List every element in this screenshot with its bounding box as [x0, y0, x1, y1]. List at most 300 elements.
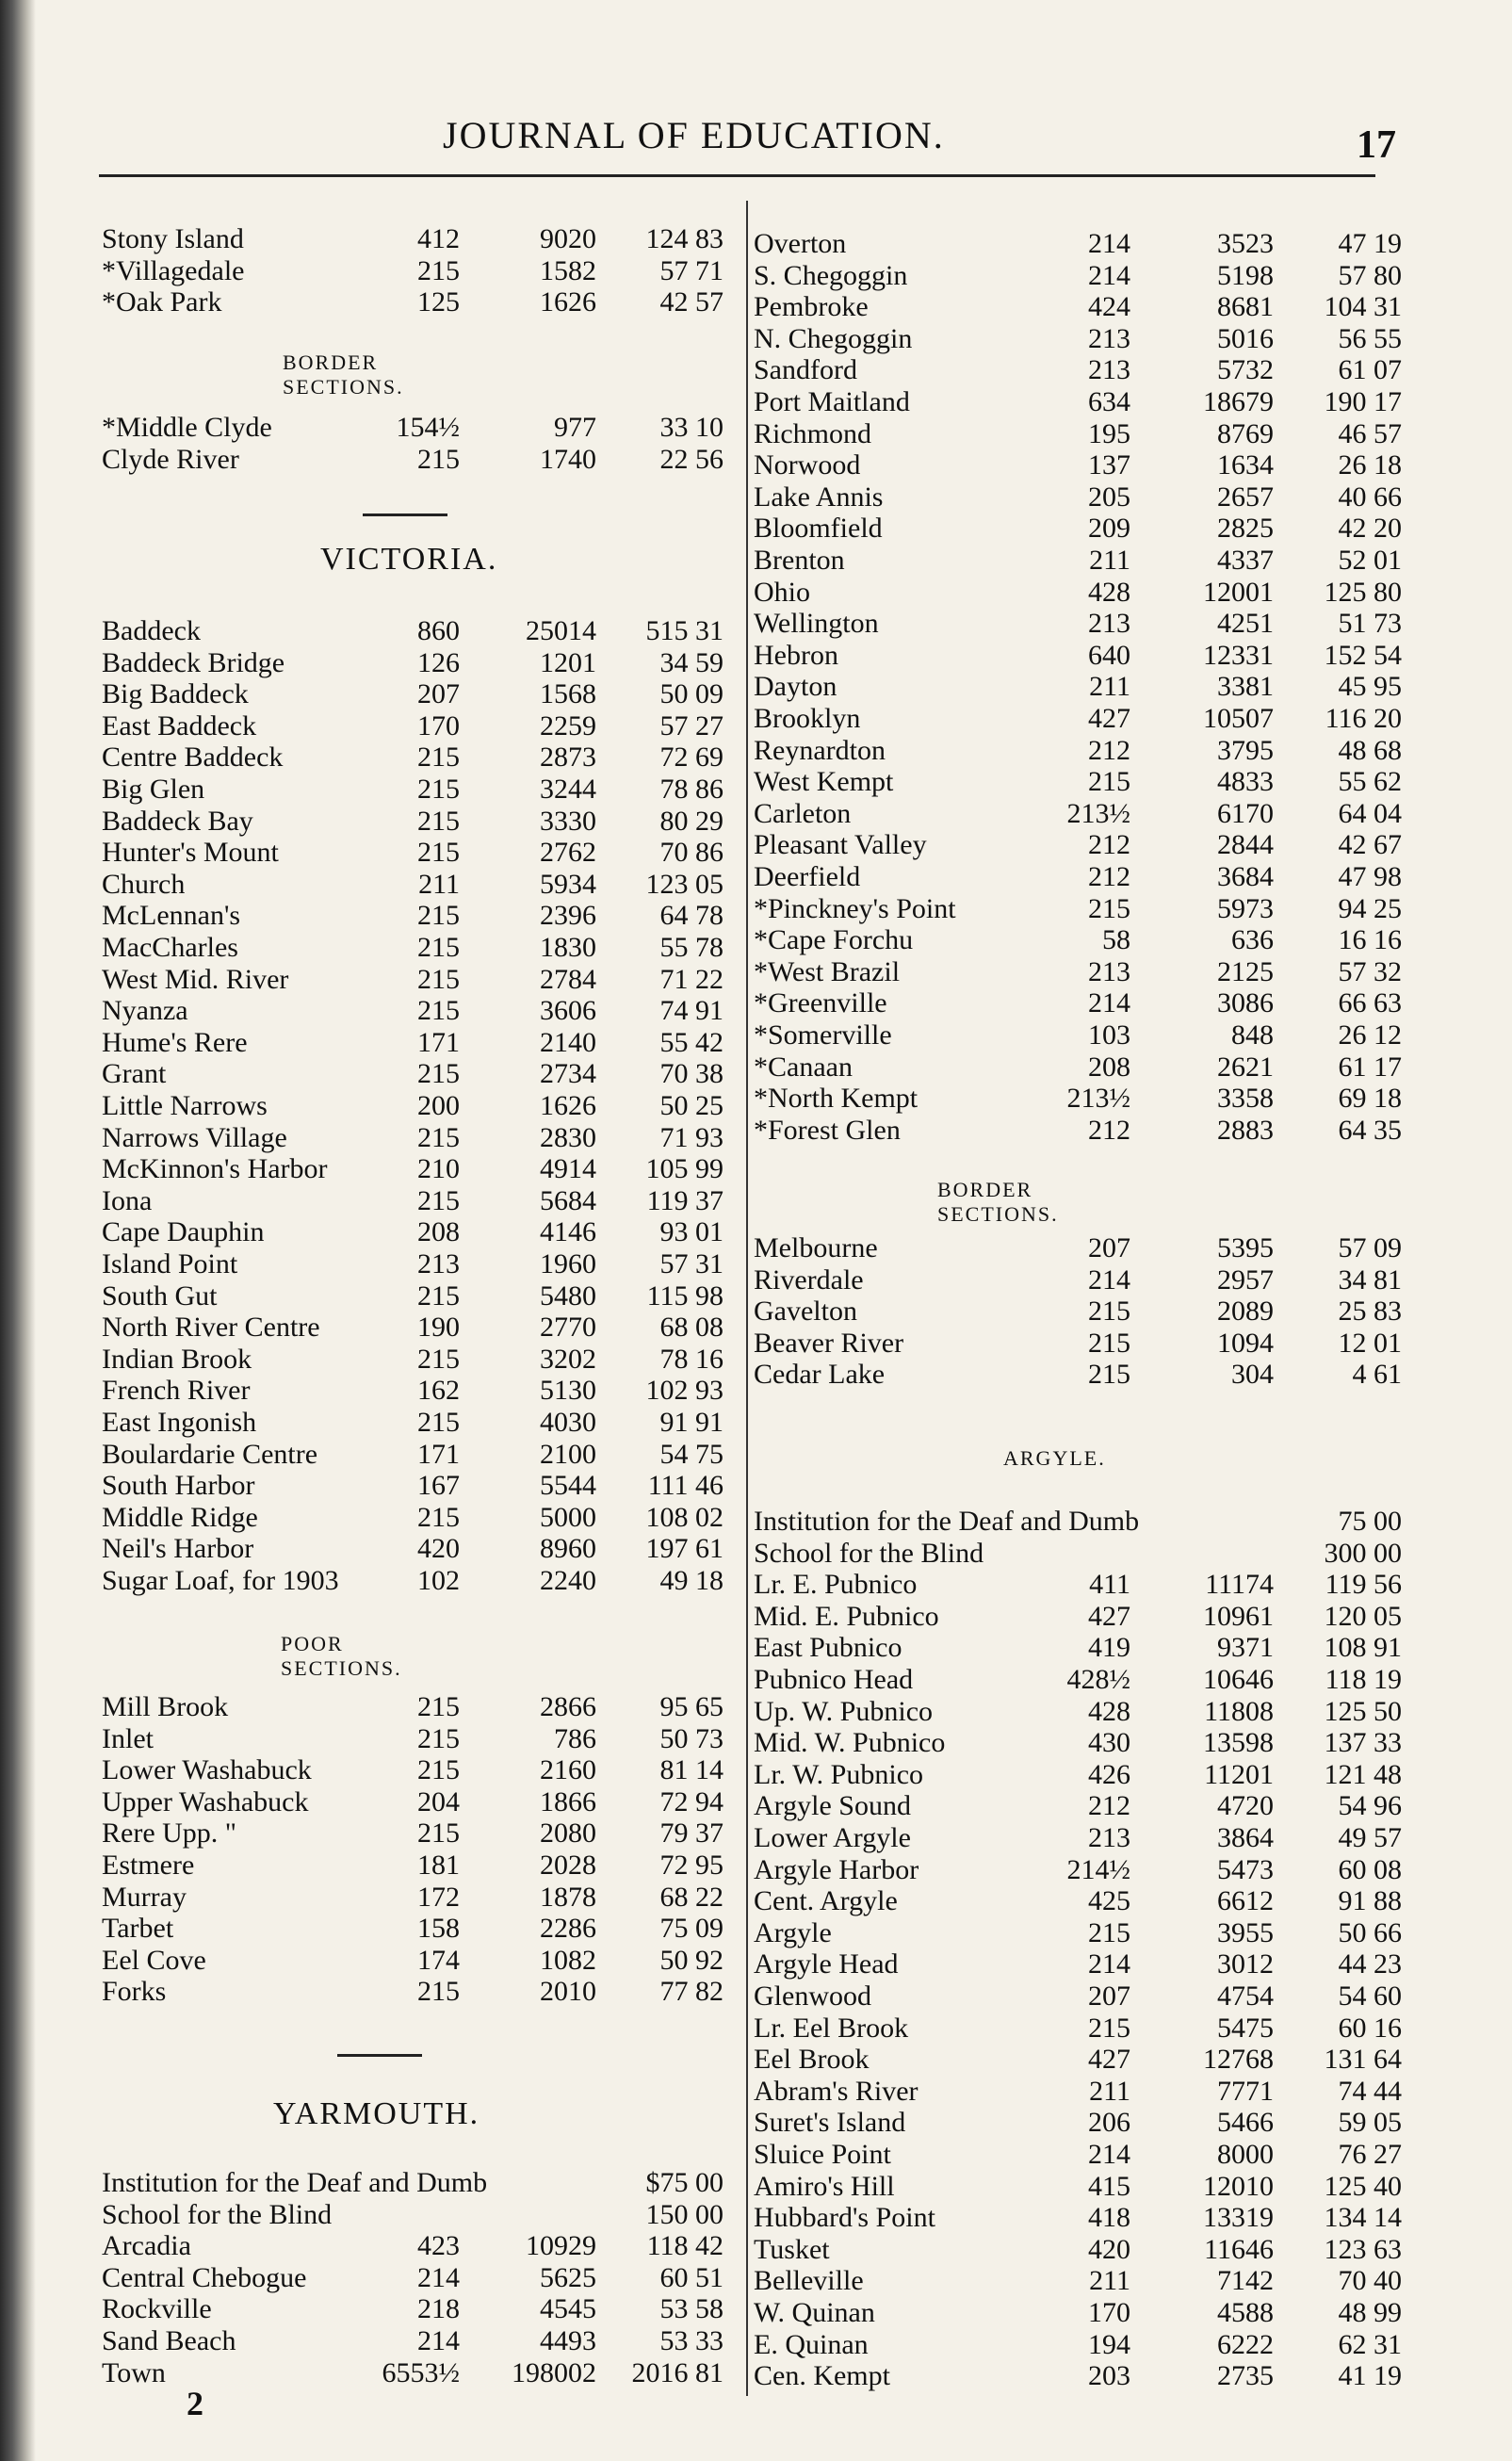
days-taught: 102: [417, 1565, 460, 1596]
days-taught: 215: [417, 443, 460, 475]
grant-amount: 118 42: [646, 2230, 723, 2262]
place-name: Inlet: [102, 1722, 154, 1754]
days-taught: 215: [417, 963, 460, 995]
table-row: [754, 735, 1402, 766]
grant-amount: 79 37: [659, 1817, 723, 1850]
days-taught: 215: [417, 1754, 460, 1786]
table-row: [102, 223, 723, 254]
grant-amount: 80 29: [659, 805, 723, 837]
place-name: Lr. Eel Brook: [754, 2012, 909, 2044]
grant-amount: 26 12: [1338, 1019, 1402, 1051]
days-taught: 215: [1088, 1916, 1130, 1948]
grand-total-days: 2259: [540, 709, 596, 742]
grand-total-days: 1626: [540, 286, 596, 318]
grand-total-days: 5973: [1217, 892, 1274, 924]
place-name: *Canaan: [754, 1051, 853, 1083]
place-name: McKinnon's Harbor: [102, 1153, 328, 1185]
table-row: [754, 386, 1402, 417]
place-name: Mill Brook: [102, 1691, 229, 1722]
days-taught: 212: [1088, 829, 1130, 861]
grant-amount: 116 20: [1325, 703, 1402, 734]
place-name: Tarbet: [102, 1913, 174, 1945]
days-taught: 125: [417, 286, 460, 318]
grand-total-days: 848: [1231, 1019, 1274, 1051]
days-taught: 211: [1089, 545, 1130, 576]
grant-amount: 115 98: [646, 1279, 723, 1312]
place-name: Nyanza: [102, 995, 188, 1027]
grant-amount: 40 66: [1338, 481, 1402, 513]
grant-amount: 72 69: [659, 742, 723, 774]
days-taught: 213½: [1066, 797, 1130, 829]
grant-amount: 44 23: [1338, 1948, 1402, 1980]
grand-total-days: 11174: [1205, 1569, 1274, 1601]
grand-total-days: 4030: [540, 1407, 596, 1438]
grant-amount: 197 61: [645, 1533, 723, 1565]
grand-total-days: 1634: [1217, 449, 1274, 481]
grand-total-days: 11646: [1204, 2233, 1274, 2265]
table-row: [102, 964, 723, 995]
place-name: Sluice Point: [754, 2139, 891, 2170]
grand-total-days: 2396: [540, 900, 596, 932]
grand-total-days: 1568: [540, 678, 596, 710]
grand-total-days: 12768: [1203, 2044, 1274, 2076]
grand-total-days: 11201: [1204, 1758, 1274, 1790]
grant-amount: 105 99: [645, 1153, 723, 1185]
place-name: Cape Dauphin: [102, 1216, 265, 1248]
days-taught: 215: [417, 932, 460, 963]
days-taught: 171: [417, 1026, 460, 1058]
page-title: JOURNAL OF EDUCATION.: [443, 114, 945, 156]
days-taught: 424: [1088, 291, 1130, 323]
table-row: [102, 1216, 723, 1247]
table-row: [754, 703, 1402, 734]
grand-total-days: 2080: [540, 1817, 596, 1850]
days-taught: 423: [417, 2230, 460, 2262]
place-name: MacCharles: [102, 932, 238, 963]
days-taught: 209: [1088, 513, 1130, 545]
days-taught: 215: [417, 1722, 460, 1754]
days-taught: 215: [1088, 2012, 1130, 2044]
days-taught: 420: [417, 1533, 460, 1565]
place-name: Lower Washabuck: [102, 1754, 312, 1786]
place-name: Boulardarie Centre: [102, 1438, 318, 1470]
table-row: [754, 766, 1402, 797]
table-row: [102, 412, 723, 443]
table-row: [754, 2139, 1402, 2170]
table-row: [102, 1817, 723, 1849]
grand-total-days: 5732: [1217, 354, 1274, 386]
days-taught: 218: [417, 2293, 460, 2325]
grand-total-days: 3864: [1217, 1822, 1274, 1853]
days-taught: 211: [418, 868, 460, 900]
grant-amount: 26 18: [1338, 449, 1402, 481]
table-row: [102, 900, 723, 931]
place-name: Indian Brook: [102, 1343, 252, 1375]
place-name: Cen. Kempt: [754, 2360, 890, 2392]
table-row: [102, 1913, 723, 1944]
table-row: [754, 2329, 1402, 2360]
days-taught: 427: [1088, 1600, 1130, 1632]
place-name: Eel Cove: [102, 1944, 206, 1976]
days-taught: 214: [1088, 1263, 1130, 1296]
table-row: [102, 774, 723, 805]
place-name: West Mid. River: [102, 963, 289, 995]
table-row: [102, 1691, 723, 1722]
table-row: [754, 291, 1402, 322]
grant-amount: 95 65: [659, 1691, 723, 1722]
grand-total-days: 6170: [1217, 797, 1274, 829]
days-taught: 195: [1088, 417, 1130, 449]
place-name: Argyle Head: [754, 1948, 899, 1980]
days-taught: 640: [1088, 639, 1130, 671]
grand-total-days: 2657: [1217, 481, 1274, 513]
days-taught: 412: [417, 223, 460, 254]
table-row: [102, 1439, 723, 1470]
table-row: [754, 545, 1402, 576]
place-name: Mid. W. Pubnico: [754, 1727, 946, 1759]
grant-amount: 108 91: [1324, 1632, 1402, 1664]
days-taught: 430: [1088, 1727, 1130, 1759]
grant-amount: 57 31: [659, 1248, 723, 1279]
grand-total-days: 6612: [1217, 1885, 1274, 1917]
place-name: School for the Blind: [754, 1537, 984, 1569]
days-taught: 204: [417, 1785, 460, 1817]
grand-total-days: 786: [554, 1722, 596, 1754]
grant-amount: 70 38: [659, 1058, 723, 1090]
place-name: Deerfield: [754, 861, 861, 892]
grand-total-days: 3381: [1217, 671, 1274, 703]
place-name: Rockville: [102, 2293, 212, 2325]
grand-total-days: 9020: [540, 223, 596, 254]
place-name: Pubnico Head: [754, 1664, 914, 1695]
grant-amount: 72 94: [659, 1785, 723, 1817]
place-name: Stony Island: [102, 223, 244, 254]
grand-total-days: 5480: [540, 1279, 596, 1312]
grant-amount: 93 01: [659, 1216, 723, 1248]
table-row: [102, 995, 723, 1026]
grant-amount: 64 04: [1338, 797, 1402, 829]
place-name: W. Quinan: [754, 2297, 875, 2328]
table-row: [754, 1854, 1402, 1885]
days-taught: 211: [1089, 2265, 1130, 2297]
argyle-heading: ARGYLE.: [1003, 1446, 1106, 1470]
grand-total-days: 12001: [1203, 576, 1274, 608]
place-name: Central Chebogue: [102, 2261, 307, 2293]
place-name: Cent. Argyle: [754, 1885, 898, 1917]
place-name: Brooklyn: [754, 703, 861, 734]
days-taught: 6553½: [382, 2356, 460, 2388]
days-taught: 214: [1088, 259, 1130, 291]
days-taught: 215: [1088, 1296, 1130, 1328]
header-rule: [99, 174, 1375, 177]
table-row: [754, 1790, 1402, 1821]
days-taught: 210: [417, 1153, 460, 1185]
table-row: [102, 1375, 723, 1406]
grant-amount: 125 50: [1324, 1695, 1402, 1727]
days-taught: 190: [417, 1312, 460, 1344]
days-taught: 418: [1088, 2202, 1130, 2234]
grant-amount: 46 57: [1338, 417, 1402, 449]
grand-total-days: 13598: [1203, 1727, 1274, 1759]
days-taught: 215: [417, 837, 460, 869]
table-row: [754, 1115, 1402, 1146]
place-name: Baddeck: [102, 615, 201, 646]
place-name: Melbourne: [754, 1232, 878, 1263]
table-row: [754, 1296, 1402, 1327]
place-name: Lake Annis: [754, 481, 884, 513]
grand-total-days: 2873: [540, 742, 596, 774]
grant-amount: 57 32: [1338, 955, 1402, 987]
grant-amount: 22 56: [659, 443, 723, 475]
grant-amount: 119 37: [646, 1184, 723, 1216]
days-taught: 207: [1088, 1232, 1130, 1263]
section-rule: [337, 2054, 422, 2057]
place-name: Baddeck Bay: [102, 805, 253, 837]
grant-amount: 515 31: [645, 615, 723, 646]
table-row: [754, 608, 1402, 639]
grand-total-days: 4493: [540, 2325, 596, 2356]
grant-amount: 61 07: [1338, 354, 1402, 386]
place-name: Richmond: [754, 417, 871, 449]
table-row: [102, 2325, 723, 2356]
days-taught: 206: [1088, 2107, 1130, 2139]
days-taught: 200: [417, 1090, 460, 1121]
grant-amount: 118 19: [1325, 1664, 1402, 1695]
grand-total-days: 8681: [1217, 291, 1274, 323]
table-row: [102, 1344, 723, 1375]
days-taught: 634: [1088, 386, 1130, 417]
days-taught: 194: [1088, 2328, 1130, 2360]
table-row: [754, 2171, 1402, 2202]
grand-total-days: 5395: [1217, 1232, 1274, 1263]
table-row: [754, 577, 1402, 608]
grant-amount: 108 02: [645, 1501, 723, 1533]
grant-amount: 50 25: [659, 1090, 723, 1121]
grant-amount: 94 25: [1338, 892, 1402, 924]
table-row: [754, 2360, 1402, 2391]
table-row: [754, 1980, 1402, 2012]
grand-total-days: 2825: [1217, 513, 1274, 545]
grant-amount: 121 48: [1324, 1758, 1402, 1790]
grant-amount: 64 35: [1338, 1114, 1402, 1146]
place-name: *Pinckney's Point: [754, 892, 956, 924]
days-taught: 425: [1088, 1885, 1130, 1917]
days-taught: 58: [1102, 924, 1130, 956]
table-row: [754, 1051, 1402, 1083]
table-row: [102, 2167, 723, 2198]
table-row: [102, 255, 723, 286]
grand-total-days: 1878: [540, 1881, 596, 1913]
grand-total-days: 5934: [540, 868, 596, 900]
table-row: [102, 1153, 723, 1184]
table-row: [754, 1664, 1402, 1695]
place-name: Upper Washabuck: [102, 1785, 309, 1817]
grant-amount: 52 01: [1338, 545, 1402, 576]
days-taught: 213½: [1066, 1083, 1130, 1115]
days-taught: 214: [1088, 228, 1130, 259]
grand-total-days: 3358: [1217, 1083, 1274, 1115]
days-taught: 207: [417, 678, 460, 710]
days-taught: 215: [417, 742, 460, 774]
grant-amount: $75 00: [645, 2167, 723, 2198]
place-name: Centre Baddeck: [102, 742, 284, 774]
grand-total-days: 5198: [1217, 259, 1274, 291]
place-name: West Kempt: [754, 766, 894, 798]
grant-amount: 190 17: [1324, 386, 1402, 417]
grant-amount: 120 05: [1324, 1600, 1402, 1632]
grand-total-days: 5473: [1217, 1853, 1274, 1885]
column-divider: [746, 201, 748, 2396]
grant-amount: 4 61: [1352, 1359, 1402, 1391]
table-row: [754, 1019, 1402, 1051]
table-row: [102, 1470, 723, 1501]
days-taught: 215: [417, 1184, 460, 1216]
place-name: Middle Ridge: [102, 1501, 258, 1533]
place-name: Riverdale: [754, 1263, 864, 1296]
grand-total-days: 4914: [540, 1153, 596, 1185]
days-taught: 215: [417, 1343, 460, 1375]
days-taught: 213: [1088, 955, 1130, 987]
place-name: Eel Brook: [754, 2044, 870, 2076]
grand-total-days: 3606: [540, 995, 596, 1027]
table-row: [102, 1502, 723, 1533]
grand-total-days: 4251: [1217, 608, 1274, 640]
place-name: Estmere: [102, 1850, 195, 1881]
place-name: Pembroke: [754, 291, 869, 323]
grant-amount: 42 67: [1338, 829, 1402, 861]
grand-total-days: 7771: [1217, 2075, 1274, 2107]
days-taught: 203: [1088, 2360, 1130, 2392]
place-name: Clyde River: [102, 443, 239, 475]
grand-total-days: 9371: [1217, 1632, 1274, 1664]
grant-amount: 78 16: [659, 1343, 723, 1375]
days-taught: 172: [417, 1881, 460, 1913]
grant-amount: 45 95: [1338, 671, 1402, 703]
grant-amount: 125 80: [1324, 576, 1402, 608]
grand-total-days: 7142: [1217, 2265, 1274, 2297]
table-row: [102, 1754, 723, 1785]
table-row: [754, 2297, 1402, 2328]
table-row: [102, 1565, 723, 1596]
table-row: [102, 1945, 723, 1976]
grant-amount: 76 27: [1338, 2139, 1402, 2170]
place-name: Bloomfield: [754, 513, 883, 545]
table-row: [102, 806, 723, 837]
days-taught: 103: [1088, 1019, 1130, 1051]
place-name: *Villagedale: [102, 254, 245, 286]
grand-total-days: 6222: [1217, 2328, 1274, 2360]
grant-amount: 68 08: [659, 1312, 723, 1344]
place-name: Port Maitland: [754, 386, 910, 417]
table-row: [102, 286, 723, 318]
table-row: [754, 513, 1402, 544]
table-row: [754, 1538, 1402, 1569]
grant-amount: 53 58: [659, 2293, 723, 2325]
table-row: [102, 1312, 723, 1343]
place-name: French River: [102, 1375, 251, 1407]
grand-total-days: 2762: [540, 837, 596, 869]
grant-amount: 66 63: [1338, 987, 1402, 1019]
days-taught: 215: [417, 1058, 460, 1090]
table-row: [754, 1328, 1402, 1359]
grant-amount: 53 33: [659, 2325, 723, 2356]
grand-total-days: 3244: [540, 774, 596, 805]
place-name: Lr. E. Pubnico: [754, 1569, 918, 1601]
table-row: [754, 956, 1402, 987]
table-row: [102, 1976, 723, 2007]
place-name: *Greenville: [754, 987, 887, 1019]
grand-total-days: 5130: [540, 1375, 596, 1407]
place-name: Arcadia: [102, 2230, 191, 2262]
place-name: Town: [102, 2356, 166, 2388]
table-row: [754, 893, 1402, 924]
days-taught: 154½: [396, 412, 460, 443]
grand-total-days: 13319: [1203, 2202, 1274, 2234]
table-row: [754, 2107, 1402, 2138]
days-taught: 215: [417, 1501, 460, 1533]
days-taught: 215: [417, 1279, 460, 1312]
days-taught: 181: [417, 1850, 460, 1881]
days-taught: 415: [1088, 2170, 1130, 2202]
grand-total-days: 2844: [1217, 829, 1274, 861]
grand-total-days: 5625: [540, 2261, 596, 2293]
grand-total-days: 1201: [540, 646, 596, 678]
grand-total-days: 304: [1231, 1359, 1274, 1391]
table-row: [102, 2262, 723, 2293]
grand-total-days: 2621: [1217, 1051, 1274, 1083]
grand-total-days: 1866: [540, 1785, 596, 1817]
table-row: [754, 1727, 1402, 1758]
days-taught: 214: [1088, 2139, 1130, 2170]
days-taught: 411: [1089, 1569, 1130, 1601]
grand-total-days: 10646: [1203, 1664, 1274, 1695]
table-row: [754, 354, 1402, 385]
table-row: [102, 1090, 723, 1121]
place-name: *West Brazil: [754, 955, 901, 987]
place-name: Overton: [754, 228, 847, 259]
days-taught: 215: [1088, 1327, 1130, 1359]
grant-amount: 12 01: [1338, 1327, 1402, 1359]
grant-amount: 60 08: [1338, 1853, 1402, 1885]
grand-total-days: 3684: [1217, 861, 1274, 892]
grant-amount: 50 66: [1338, 1916, 1402, 1948]
grand-total-days: 2883: [1217, 1114, 1274, 1146]
place-name: Institution for the Deaf and Dumb: [102, 2167, 488, 2198]
table-row: [102, 1850, 723, 1881]
grant-amount: 34 81: [1338, 1263, 1402, 1296]
place-name: Sugar Loaf, for 1903: [102, 1565, 339, 1596]
days-taught: 215: [417, 1121, 460, 1153]
place-name: Forks: [102, 1976, 167, 2008]
grant-amount: 131 64: [1324, 2044, 1402, 2076]
grant-amount: 91 88: [1338, 1885, 1402, 1917]
table-row: [754, 1232, 1402, 1263]
grand-total-days: 3012: [1217, 1948, 1274, 1980]
grand-total-days: 2089: [1217, 1296, 1274, 1328]
place-name: Sand Beach: [102, 2325, 236, 2356]
grand-total-days: 3330: [540, 805, 596, 837]
table-row: [102, 1786, 723, 1817]
grant-amount: 51 73: [1338, 608, 1402, 640]
table-row: [754, 1917, 1402, 1948]
table-row: [754, 1822, 1402, 1853]
grand-total-days: 5684: [540, 1184, 596, 1216]
days-taught: 213: [1088, 354, 1130, 386]
table-row: [754, 829, 1402, 860]
days-taught: 419: [1088, 1632, 1130, 1664]
place-name: East Pubnico: [754, 1632, 902, 1664]
place-name: Lower Argyle: [754, 1822, 911, 1853]
